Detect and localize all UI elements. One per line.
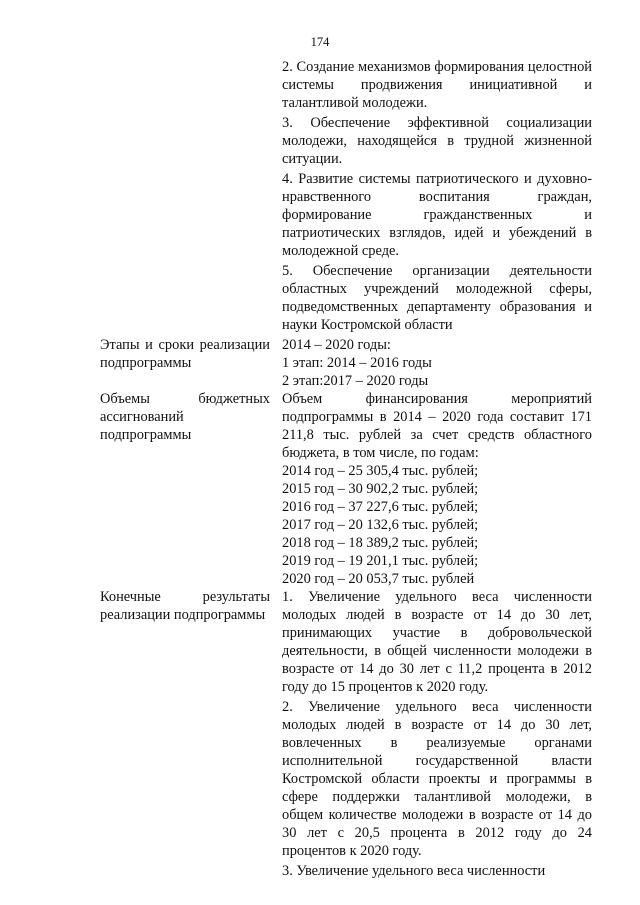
goals-cell (282, 58, 592, 334)
results-row (0, 588, 640, 880)
budget-year: 2017 год – 20 132,6 тыс. рублей; (282, 517, 479, 533)
result-item: 2. Увеличение удельного веса численности молодых людей в возрасте от 14 до 30 лет, вовлеченных в реализуемые органами исполнительной государственной власти Костромской области проекты и программы в сфере поддержки талантливой молодежи, в общем количестве молодежи в возрасте от 14 до 30 лет с 20,5 процента в 2012 году до 24 процентов к 2020 году. (282, 699, 592, 859)
budget-year: 2016 год – 37 227,6 тыс. рублей; (282, 499, 479, 515)
goals-label (100, 58, 270, 334)
results-label: Конечные результаты реализации подпрограммы (100, 589, 270, 623)
stages-row (0, 336, 640, 390)
budget-label: Объемы бюджетных ассигнований подпрограммы (100, 391, 270, 443)
budget-year: 2014 год – 25 305,4 тыс. рублей; (282, 463, 479, 479)
stages-cell (282, 336, 592, 390)
passport-table (0, 58, 640, 880)
page-number: 174 (310, 35, 330, 49)
result-item: 1. Увеличение удельного веса численности молодых людей в возрасте от 14 до 30 лет, принимающих участие в добровольческой деятельности, в общей численности молодежи в возрасте от 14 до 30 лет с 11,2 процента в 2012 году до 15 процентов к 2020 году. (282, 589, 592, 695)
stages-line: 2014 – 2020 годы: (282, 337, 391, 353)
budget-year: 2015 год – 30 902,2 тыс. рублей; (282, 481, 479, 497)
result-item: 3. Увеличение удельного веса численности (282, 863, 546, 879)
stages-label: Этапы и сроки реализации подпрограммы (100, 337, 270, 371)
goal-item: 2. Создание механизмов формирования целостной системы продвижения инициативной и талантливой молодежи. (282, 59, 592, 111)
stages-line: 2 этап:2017 – 2020 годы (282, 373, 429, 389)
results-cell (282, 588, 592, 880)
budget-intro: Объем финансирования мероприятий подпрограммы в 2014 – 2020 года составит 171 211,8 тыс. рублей за счет средств областного бюджета, в том числе, по годам: (282, 391, 592, 461)
goal-item: 4. Развитие системы патриотического и духовно-нравственного воспитания граждан, формирование гражданственных и патриотических взглядов, идей и убеждений в молодежной среде. (282, 171, 592, 259)
goal-item: 3. Обеспечение эффективной социализации молодежи, находящейся в трудной жизненной ситуации. (282, 115, 592, 167)
budget-year: 2020 год – 20 053,7 тыс. рублей (282, 571, 475, 587)
goal-item: 5. Обеспечение организации деятельности областных учреждений молодежной сферы, подведомственных департаменту образования и науки Костромской области (282, 263, 592, 333)
budget-year: 2019 год – 19 201,1 тыс. рублей; (282, 553, 479, 569)
goals-row (0, 58, 640, 334)
stages-line: 1 этап: 2014 – 2016 годы (282, 355, 432, 371)
budget-year: 2018 год – 18 389,2 тыс. рублей; (282, 535, 479, 551)
budget-cell (282, 390, 592, 588)
budget-row (0, 390, 640, 588)
